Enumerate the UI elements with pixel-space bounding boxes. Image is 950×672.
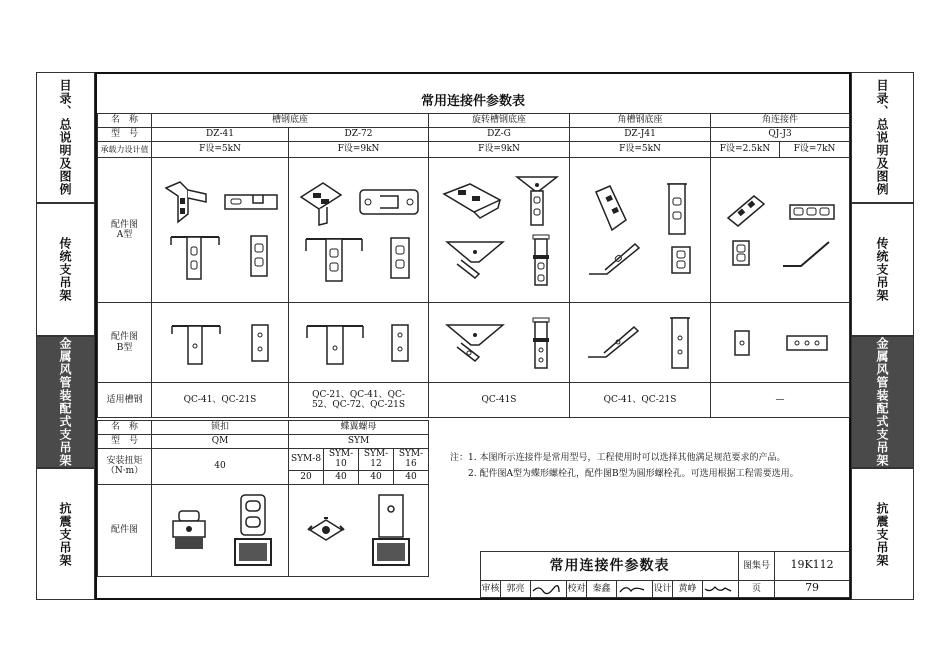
main-parameter-table <box>97 113 850 418</box>
designer-name: 黄峥 <box>673 580 703 597</box>
nut-subtype: SYM-12 <box>359 449 394 471</box>
nut-fig <box>289 484 429 576</box>
side-tab-label: 目录、总说明及图例 <box>58 79 72 196</box>
angle-connector-end-icon <box>730 239 752 267</box>
side-tab-right-3[interactable] <box>851 336 914 468</box>
header-torque: 安装扭矩（N·m） <box>98 449 152 485</box>
check-label: 校对 <box>567 580 587 597</box>
nut-torque: 40 <box>324 470 359 484</box>
title-block-title: 常用连接件参数表 <box>481 552 739 581</box>
bracket-side-view-icon <box>247 234 271 278</box>
wing-nut-icon <box>304 512 348 548</box>
lock-clamp-icon <box>165 505 213 555</box>
lock-type: QM <box>152 435 289 449</box>
fig-b-dzj41 <box>570 303 711 383</box>
load-cell: F设=5kN <box>570 142 711 158</box>
bracket-front-view-icon <box>304 233 364 283</box>
side-tab-label: 传统支吊架 <box>875 237 889 302</box>
applicable-cell: — <box>711 383 850 418</box>
fig-b-dzg <box>429 303 570 383</box>
row-label-fig-a: 配件图A型 <box>98 158 152 303</box>
reviewer-name: 郭亮 <box>501 580 531 597</box>
rotating-base-front-b-icon <box>445 321 505 365</box>
nut-torque: 40 <box>394 470 429 484</box>
side-tab-left-2[interactable] <box>36 203 95 336</box>
type-cell: DZ-72 <box>289 128 429 142</box>
page-number: 79 <box>775 580 850 597</box>
side-tab-label: 金属风管装配式支吊架 <box>58 337 72 467</box>
header-fig: 配件图 <box>98 484 152 576</box>
bracket-3d-icon <box>297 177 349 227</box>
fig-a-dz72 <box>289 158 429 303</box>
rotating-base-side-icon <box>515 173 559 227</box>
nut-name: 蝶翼螺母 <box>289 421 429 435</box>
checker-name: 秦鑫 <box>587 580 617 597</box>
rotating-base-front-icon <box>445 238 505 282</box>
rotating-base-end-icon <box>529 233 553 287</box>
angle-connector-top-icon <box>788 203 836 221</box>
bracket-front-b-icon <box>305 320 365 366</box>
side-tab-left-1[interactable] <box>36 72 95 203</box>
side-tab-right-4[interactable] <box>851 468 914 600</box>
fig-a-dz41 <box>152 158 289 303</box>
side-tab-label: 目录、总说明及图例 <box>875 79 889 196</box>
nut-subtype: SYM-16 <box>394 449 429 471</box>
lock-in-channel-icon <box>231 493 275 567</box>
bracket-top-view-icon <box>358 188 420 216</box>
designer-signature <box>703 580 739 597</box>
applicable-cell: QC-41、QC-21S <box>570 383 711 418</box>
load-cell: F设=5kN <box>152 142 289 158</box>
note-line: 2. 配件图A型为蝶形螺栓孔，配件图B型为圆形螺栓孔。可选用根据工程需要选用。 <box>468 469 799 479</box>
bracket-3d-icon <box>162 180 212 225</box>
header-name: 名 称 <box>98 421 152 435</box>
bracket-side-b-icon <box>249 323 271 363</box>
notes-prefix: 注： <box>450 453 469 463</box>
type-cell: QJ-J3 <box>711 128 850 142</box>
lock-fig <box>152 484 289 576</box>
angle-base-side-icon <box>663 182 691 236</box>
header-type: 型 号 <box>98 128 152 142</box>
fig-b-dz72 <box>289 303 429 383</box>
side-tab-label: 传统支吊架 <box>58 237 72 302</box>
bracket-top-view-icon <box>223 191 279 213</box>
group-name: 角连接件 <box>711 114 850 128</box>
nut-type: SYM <box>289 435 429 449</box>
page-label: 页 <box>739 580 775 597</box>
angle-connector-side-icon <box>781 238 831 268</box>
load-cell: F设=7kN <box>780 142 850 158</box>
fig-a-dzj41 <box>570 158 711 303</box>
atlas-number: 19K112 <box>775 552 850 581</box>
load-cell: F设=2.5kN <box>711 142 780 158</box>
angle-base-end-icon <box>669 245 693 275</box>
side-tab-right-1[interactable] <box>851 72 914 203</box>
angle-base-front-b-icon <box>586 325 642 361</box>
bracket-side-b-icon <box>388 323 412 363</box>
atlas-label: 图集号 <box>739 552 775 581</box>
angle-base-front-icon <box>587 242 643 278</box>
group-name: 槽钢底座 <box>152 114 429 128</box>
side-tab-label: 抗震支吊架 <box>875 501 889 567</box>
header-name: 名 称 <box>98 114 152 128</box>
fig-b-dz41 <box>152 303 289 383</box>
fastener-table <box>97 420 429 577</box>
nut-torque: 20 <box>289 470 324 484</box>
group-name: 旋转槽钢底座 <box>429 114 570 128</box>
group-name: 角槽钢底座 <box>570 114 711 128</box>
fig-b-qjj3 <box>711 303 850 383</box>
side-tab-left-3[interactable] <box>36 336 95 468</box>
fig-a-dzg <box>429 158 570 303</box>
nut-torque: 40 <box>359 470 394 484</box>
fig-a-qjj3 <box>711 158 850 303</box>
header-load: 承载力设计值 <box>98 142 152 158</box>
load-cell: F设=9kN <box>289 142 429 158</box>
title-block <box>480 551 850 598</box>
applicable-cell: QC-41S <box>429 383 570 418</box>
angle-connector-top-b-icon <box>785 334 829 352</box>
review-label: 审核 <box>481 580 501 597</box>
angle-base-3d-icon <box>590 184 632 234</box>
rotating-base-3d-icon <box>440 180 502 220</box>
page-title: 常用连接件参数表 <box>420 94 525 109</box>
bracket-front-b-icon <box>170 320 222 366</box>
note-line: 1. 本图所示连接件是常用型号，工程使用时可以选择其他满足规范要求的产品。 <box>468 453 786 463</box>
lock-name: 锁扣 <box>152 421 289 435</box>
angle-connector-end-b-icon <box>732 329 752 357</box>
type-cell: DZ-J41 <box>570 128 711 142</box>
side-tab-label: 金属风管装配式支吊架 <box>875 337 889 467</box>
notes <box>450 450 799 482</box>
nut-subtype: SYM-10 <box>324 449 359 471</box>
side-tab-right-2[interactable] <box>851 203 914 336</box>
design-label: 设计 <box>653 580 673 597</box>
type-cell: DZ-41 <box>152 128 289 142</box>
lock-torque: 40 <box>152 449 289 485</box>
load-cell: F设=9kN <box>429 142 570 158</box>
rotating-base-end-b-icon <box>529 316 553 370</box>
applicable-cell: QC-21、QC-41、QC-52、QC-72、QC-21S <box>289 383 429 418</box>
checker-signature <box>617 580 653 597</box>
nut-in-channel-icon <box>369 493 413 567</box>
side-tab-left-4[interactable] <box>36 468 95 600</box>
angle-base-side-b-icon <box>666 316 694 370</box>
nut-subtype: SYM-8 <box>289 449 324 471</box>
row-label-applicable: 适用槽钢 <box>98 383 152 418</box>
bracket-side-view-icon <box>387 236 413 280</box>
side-tab-label: 抗震支吊架 <box>58 501 72 567</box>
reviewer-signature <box>531 580 567 597</box>
applicable-cell: QC-41、QC-21S <box>152 383 289 418</box>
angle-connector-3d-icon <box>724 192 770 232</box>
header-type: 型 号 <box>98 435 152 449</box>
row-label-fig-b: 配件图B型 <box>98 303 152 383</box>
type-cell: DZ-G <box>429 128 570 142</box>
bracket-front-view-icon <box>169 231 221 281</box>
